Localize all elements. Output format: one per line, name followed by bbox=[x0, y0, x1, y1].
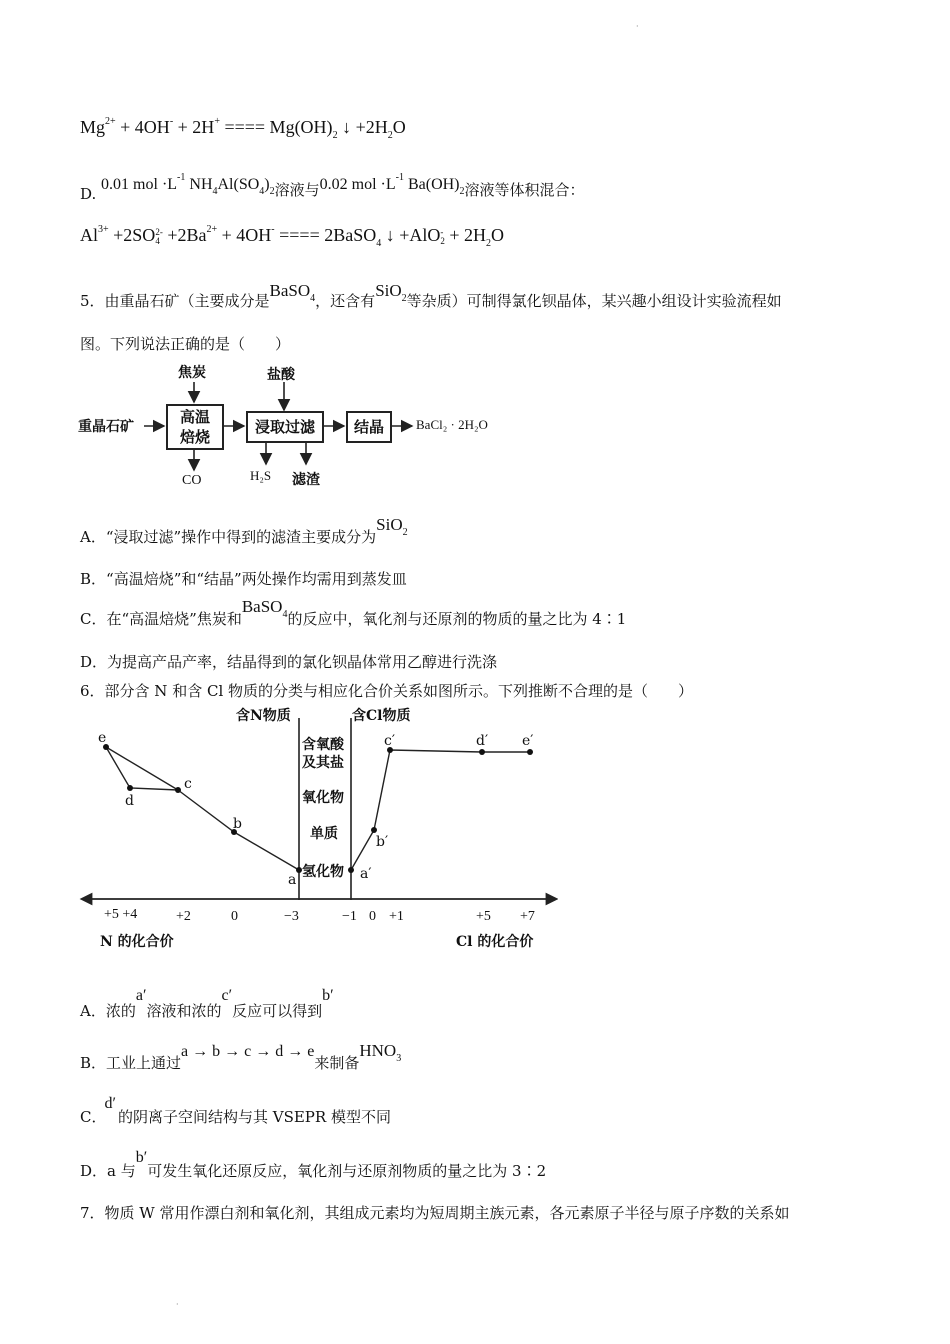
n-title: 含N物质 bbox=[236, 708, 291, 724]
point-d: d bbox=[125, 793, 134, 809]
point-d-prime: d′ bbox=[476, 733, 489, 749]
q6-option-b: B．工业上通过a → b → c → d → e来制备$HNO_3$ bbox=[80, 1041, 402, 1072]
q5-option-d: D．为提高产品产率，结晶得到的氯化钡晶体常用乙醇进行洗涤 bbox=[80, 653, 498, 671]
cl-title: 含Cl物质 bbox=[352, 708, 411, 724]
cl-tick-5: +5 bbox=[476, 909, 491, 924]
n-tick-5-4: +5 +4 bbox=[104, 907, 138, 922]
category-acid-salt: 含氧酸 及其盐 bbox=[302, 737, 344, 771]
category-hydride: 氢化物 bbox=[302, 864, 344, 880]
point-e: e bbox=[98, 730, 107, 746]
q5-stem-line1: 5．由重晶石矿（主要成分是BaSO$_4$，还含有SiO$_2$等杂质）可制得氯化钡晶体，某兴趣小组设计实验流程如 bbox=[80, 281, 782, 310]
cl-tick-0: 0 bbox=[369, 909, 376, 924]
equation-al: $Al^{3+} +2SO2-$ $4 +2Ba^{2+} + 4OH^-$ ==== 2BaSO$_4$ ↓ +AlO- $2 + 2H_2O$ bbox=[80, 224, 505, 249]
point-a: a bbox=[288, 872, 297, 888]
scan-dot-bottom: · bbox=[176, 1300, 179, 1309]
q6-option-c: C．d′的阴离子空间结构与其 VSEPR 模型不同 bbox=[80, 1095, 391, 1126]
cl-tick-7: +7 bbox=[520, 909, 535, 924]
point-b-prime: b′ bbox=[376, 834, 389, 850]
option-d-previous: D. 0.01 mol $\cdot L^{-1}$ $NH_4Al(SO_4)_2$溶液与0.02 mol $\cdot L^{-1}$ $Ba(OH)_2$溶液等体积混合： bbox=[80, 172, 585, 203]
q5-option-b: B．“高温焙烧”和“结晶”两处操作均需用到蒸发皿 bbox=[80, 570, 407, 588]
product-label: BaCl₂ · 2H₂O bbox=[416, 417, 488, 432]
point-c: c bbox=[184, 776, 192, 792]
q5-stem-line2: 图。下列说法正确的是（ ） bbox=[80, 335, 291, 353]
process-flowchart bbox=[78, 360, 528, 495]
q6-stem: 6．部分含 N 和含 Cl 物质的分类与相应化合价关系如图所示。下列推断不合理的是（ ） bbox=[80, 682, 694, 700]
q5-option-a: A．“浸取过滤”操作中得到的滤渣主要成分为SiO$_2$ bbox=[80, 515, 408, 546]
n-tick-0: 0 bbox=[231, 909, 238, 924]
q5-option-c: C．在“高温焙烧”焦炭和BaSO$_4$的反应中，氧化剂与还原剂的物质的量之比为 4∶1 bbox=[80, 597, 627, 628]
cl-tick-minus1: −1 bbox=[342, 909, 357, 924]
point-a-prime: a′ bbox=[360, 866, 372, 882]
category-element: 单质 bbox=[310, 826, 338, 842]
input-ore: 重晶石矿 bbox=[78, 419, 134, 435]
n-tick-2: +2 bbox=[176, 909, 191, 924]
cl-tick-1: +1 bbox=[389, 909, 404, 924]
point-b: b bbox=[233, 816, 242, 832]
h2s-label: H₂S bbox=[250, 468, 272, 483]
n-axis-label: N 的化合价 bbox=[100, 934, 174, 950]
category-oxide: 氧化物 bbox=[302, 790, 344, 806]
hcl-label: 盐酸 bbox=[267, 367, 295, 383]
point-c-prime: c′ bbox=[384, 733, 396, 749]
step-crystallize: 结晶 bbox=[346, 411, 392, 443]
equation-mg: $Mg^{2+} + 4OH^- + 2H^+$ ==== $Mg(OH)_2$ ↓ $+2H_2O$ bbox=[80, 116, 406, 141]
valence-diagram bbox=[78, 700, 558, 960]
step-roast: 高温焙烧 bbox=[166, 404, 224, 450]
residue-label: 滤渣 bbox=[292, 472, 320, 488]
scan-dot: · bbox=[636, 22, 639, 31]
n-tick-minus3: −3 bbox=[284, 909, 299, 924]
co-label: CO bbox=[182, 473, 202, 488]
coke-label: 焦炭 bbox=[178, 365, 206, 381]
q7-stem: 7．物质 W 常用作漂白剂和氧化剂，其组成元素均为短周期主族元素，各元素原子半径与原子序数的关系如 bbox=[80, 1204, 790, 1222]
q6-option-a: A．浓的a′溶液和浓的c′反应可以得到b′ bbox=[80, 987, 334, 1020]
q6-option-d: D．a 与b′可发生氧化还原反应，氧化剂与还原剂物质的量之比为 3∶2 bbox=[80, 1149, 547, 1180]
step-leach-filter: 浸取过滤 bbox=[246, 411, 324, 443]
cl-axis-label: Cl 的化合价 bbox=[456, 934, 534, 950]
point-e-prime: e′ bbox=[522, 733, 534, 749]
